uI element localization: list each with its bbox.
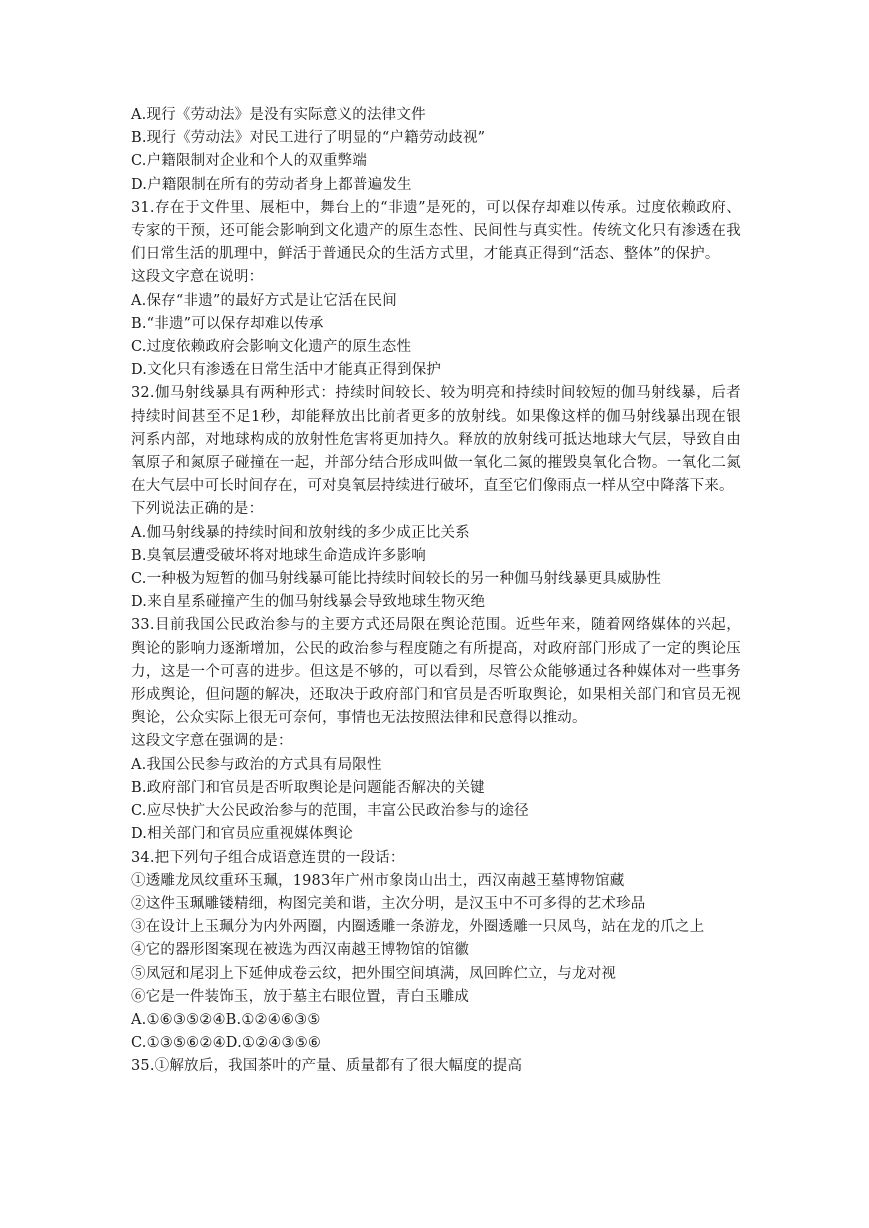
q32-stem: 32.伽马射线暴具有两种形式：持续时间较长、较为明亮和持续时间较短的伽马射线暴，后者持续时间甚至不足1秒，却能释放出比前者更多的放射线。如果像这样的伽马射线暴出现在银河系内部，对地球构成的放射性危害将更加持久。释放的放射线可抵达地球大气层，导致自由氧原子和氮原子碰撞在一起，并部分结合形成叫做一氧化二氮的摧毁臭氧化合物。一氧化二氮在大气层中可长时间存在，可对臭氧层持续进行破坏，直至它们像雨点一样从空中降落下来。 — [131, 385, 741, 495]
q31-option-b: B.“非遗”可以保存却难以传承 — [131, 315, 324, 332]
q34-stem: 34.把下列句子组合成语意连贯的一段话： — [131, 849, 405, 866]
q31-option-c: C.过度依赖政府会影响文化遗产的原生态性 — [131, 339, 412, 356]
q33-option-a: A.我国公民参与政治的方式具有局限性 — [131, 756, 382, 773]
q30-option-c: C.户籍限制对企业和个人的双重弊端 — [131, 153, 368, 170]
q33-prompt: 这段文字意在强调的是： — [131, 733, 293, 750]
q31-option-a: A.保存“非遗”的最好方式是让它活在民间 — [131, 292, 397, 309]
q32-prompt: 下列说法正确的是： — [131, 501, 264, 518]
q32-option-d: D.来自星系碰撞产生的伽马射线暴会导致地球生物灭绝 — [131, 594, 486, 611]
q34-sentence-3: ③在设计上玉珮分为内外两圈，内圈透雕一条游龙，外圈透雕一只凤鸟，站在龙的爪之上 — [131, 919, 705, 936]
q32-option-c: C.一种极为短暂的伽马射线暴可能比持续时间较长的另一种伽马射线暴更具威胁性 — [131, 571, 662, 588]
q34-options-ab: A.①⑥③⑤②④B.①②④⑥③⑤ — [131, 1011, 321, 1028]
q33-option-b: B.政府部门和官员是否听取舆论是问题能否解决的关键 — [131, 779, 485, 796]
q35-stem: 35.①解放后，我国茶叶的产量、质量都有了很大幅度的提高 — [131, 1058, 523, 1075]
q31-prompt: 这段文字意在说明： — [131, 269, 264, 286]
document-page — [131, 104, 741, 1079]
q31-option-d: D.文化只有渗透在日常生活中才能真正得到保护 — [131, 362, 442, 379]
q34-sentence-1: ①透雕龙凤纹重环玉珮，1983年广州市象岗山出土，西汉南越王墓博物馆藏 — [131, 872, 625, 889]
q34-sentence-2: ②这件玉珮雕镂精细，构图完美和谐，主次分明，是汉玉中不可多得的艺术珍品 — [131, 895, 646, 912]
q31-stem: 31.存在于文件里、展柜中，舞台上的“非遗”是死的，可以保存却难以传承。过度依赖政府、专家的干预，还可能会影响到文化遗产的原生态性、民间性与真实性。传统文化只有渗透在我们日常生活的肌理中，鲜活于普通民众的生活方式里，才能真正得到“活态、整体”的保护。 — [131, 199, 741, 263]
q33-stem: 33.目前我国公民政治参与的主要方式还局限在舆论范围。近些年来，随着网络媒体的兴起，舆论的影响力逐渐增加，公民的政治参与程度随之有所提高，对政府部门形成了一定的舆论压力，这是一个可喜的进步。但这是不够的，可以看到，尽管公众能够通过各种媒体对一些事务形成舆论，但问题的解决，还取决于政府部门和官员是否听取舆论，如果相关部门和官员无视舆论，公众实际上很无可奈何，事情也无法按照法律和民意得以推动。 — [131, 617, 741, 727]
q34-sentence-4: ④它的器形图案现在被选为西汉南越王博物馆的馆徽 — [131, 942, 470, 959]
q33-option-d: D.相关部门和官员应重视媒体舆论 — [131, 826, 353, 843]
q30-option-b: B.现行《劳动法》对民工进行了明显的“户籍劳动歧视” — [131, 130, 486, 147]
q32-option-b: B.臭氧层遭受破坏将对地球生命造成许多影响 — [131, 547, 426, 564]
q30-option-d: D.户籍限制在所有的劳动者身上都普遍发生 — [131, 176, 412, 193]
q33-option-c: C.应尽快扩大公民政治参与的范围，丰富公民政治参与的途径 — [131, 803, 529, 820]
q34-sentence-6: ⑥它是一件装饰玉，放于墓主右眼位置，青白玉雕成 — [131, 988, 470, 1005]
q34-options-cd: C.①③⑤⑥②④D.①②④③⑤⑥ — [131, 1035, 322, 1052]
q32-option-a: A.伽马射线暴的持续时间和放射线的多少成正比关系 — [131, 524, 470, 541]
q30-option-a: A.现行《劳动法》是没有实际意义的法律文件 — [131, 107, 426, 123]
q34-sentence-5: ⑤凤冠和尾羽上下延伸成卷云纹，把外围空间填满，凤回眸伫立，与龙对视 — [131, 965, 617, 982]
